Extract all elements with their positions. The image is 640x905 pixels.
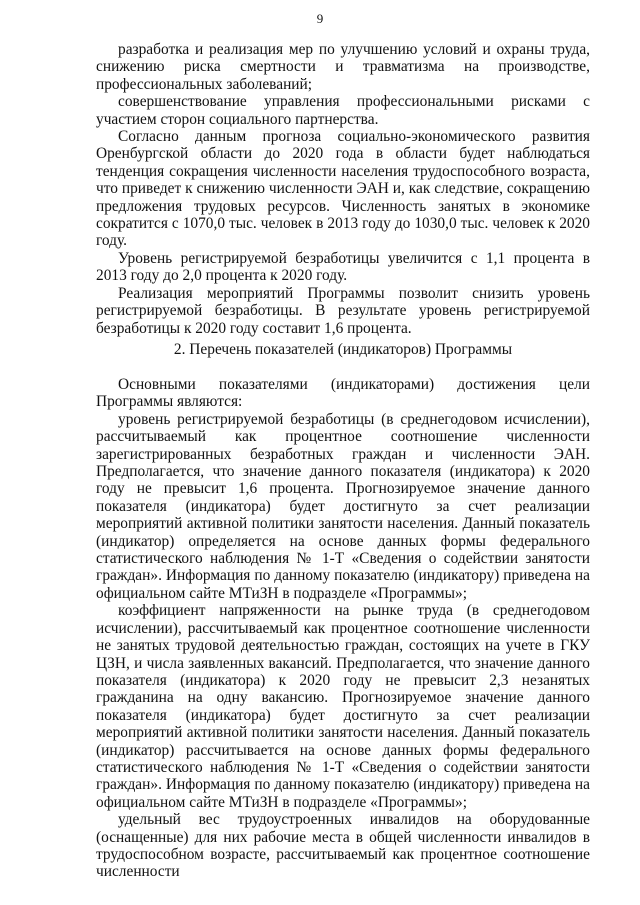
paragraph: Уровень регистрируемой безработицы увеличится с 1,1 процента в 2013 году до 2,0 процента к 2020 году.	[96, 249, 590, 285]
bottom-text-block	[96, 376, 590, 881]
paragraph: уровень регистрируемой безработицы (в среднегодовом исчислении), рассчитываемый как процентное соотношение численности зарегистрированных безработных граждан и численности ЭАН. Предполагается, что значение данного показателя (индикатора) к 2020 году не превысит 1,6 процента. Прогнозируемое значение данного показателя (индикатора) будет достигнуто за счет реализации мероприятий активной политики занятости населения. Данный показатель (индикатор) определяется на основе данных формы федерального статистического наблюдения № 1-Т «Сведения о содействии занятости граждан». Информация по данному показателю (индикатору) приведена на официальном сайте МТиЗН в подразделе «Программы»;	[96, 410, 590, 602]
page-number: 9	[316, 11, 324, 26]
paragraph: Основными показателями (индикаторами) достижения цели Программы являются:	[96, 376, 590, 411]
paragraph: Реализация мероприятий Программы позволит снизить уровень регистрируемой безработицы. В результате уровень регистрируемой безработицы к 2020 году составит 1,6 процента.	[96, 284, 590, 337]
paragraph: удельный вес трудоустроенных инвалидов на оборудованные (оснащенные) для них рабочие места в общей численности инвалидов в трудоспособном возрасте, рассчитываемый как процентное соотношение численности	[96, 811, 590, 881]
section-heading: 2. Перечень показателей (индикаторов) Программы	[173, 341, 513, 358]
paragraph: совершенствование управления профессиональными рисками с участием сторон социального партнерства.	[96, 93, 590, 128]
paragraph: разработка и реализация мер по улучшению условий и охраны труда, снижению риска смертности и травматизма на производстве, профессиональных заболеваний;	[96, 41, 590, 93]
paragraph: Согласно данным прогноза социально-экономического развития Оренбургской области до 2020 года в области будет наблюдаться тенденция сокращения численности населения трудоспособного возраста, что приведет к снижению численности ЭАН и, как следствие, сокращению предложения трудовых ресурсов. Численность занятых в экономике сократится с 1070,0 тыс. человек в 2013 году до 1030,0 тыс. человек к 2020 году.	[96, 128, 590, 250]
top-text-block	[96, 41, 590, 337]
paragraph: коэффициент напряженности на рынке труда (в среднегодовом исчислении), рассчитываемый как процентное соотношение численности не занятых трудовой деятельностью граждан, состоящих на учете в ГКУ ЦЗН, и числа заявленных вакансий. Предполагается, что значение данного показателя (индикатора) к 2020 году не превысит 2,3 незанятых гражданина на одну вакансию. Прогнозируемое значение данного показателя (индикатора) будет достигнуто за счет реализации мероприятий активной политики занятости населения. Данный показатель (индикатор) рассчитывается на основе данных формы федерального статистического наблюдения № 1-Т «Сведения о содействии занятости граждан». Информация по данному показателю (индикатору) приведена на официальном сайте МТиЗН в подразделе «Программы»;	[96, 602, 590, 811]
